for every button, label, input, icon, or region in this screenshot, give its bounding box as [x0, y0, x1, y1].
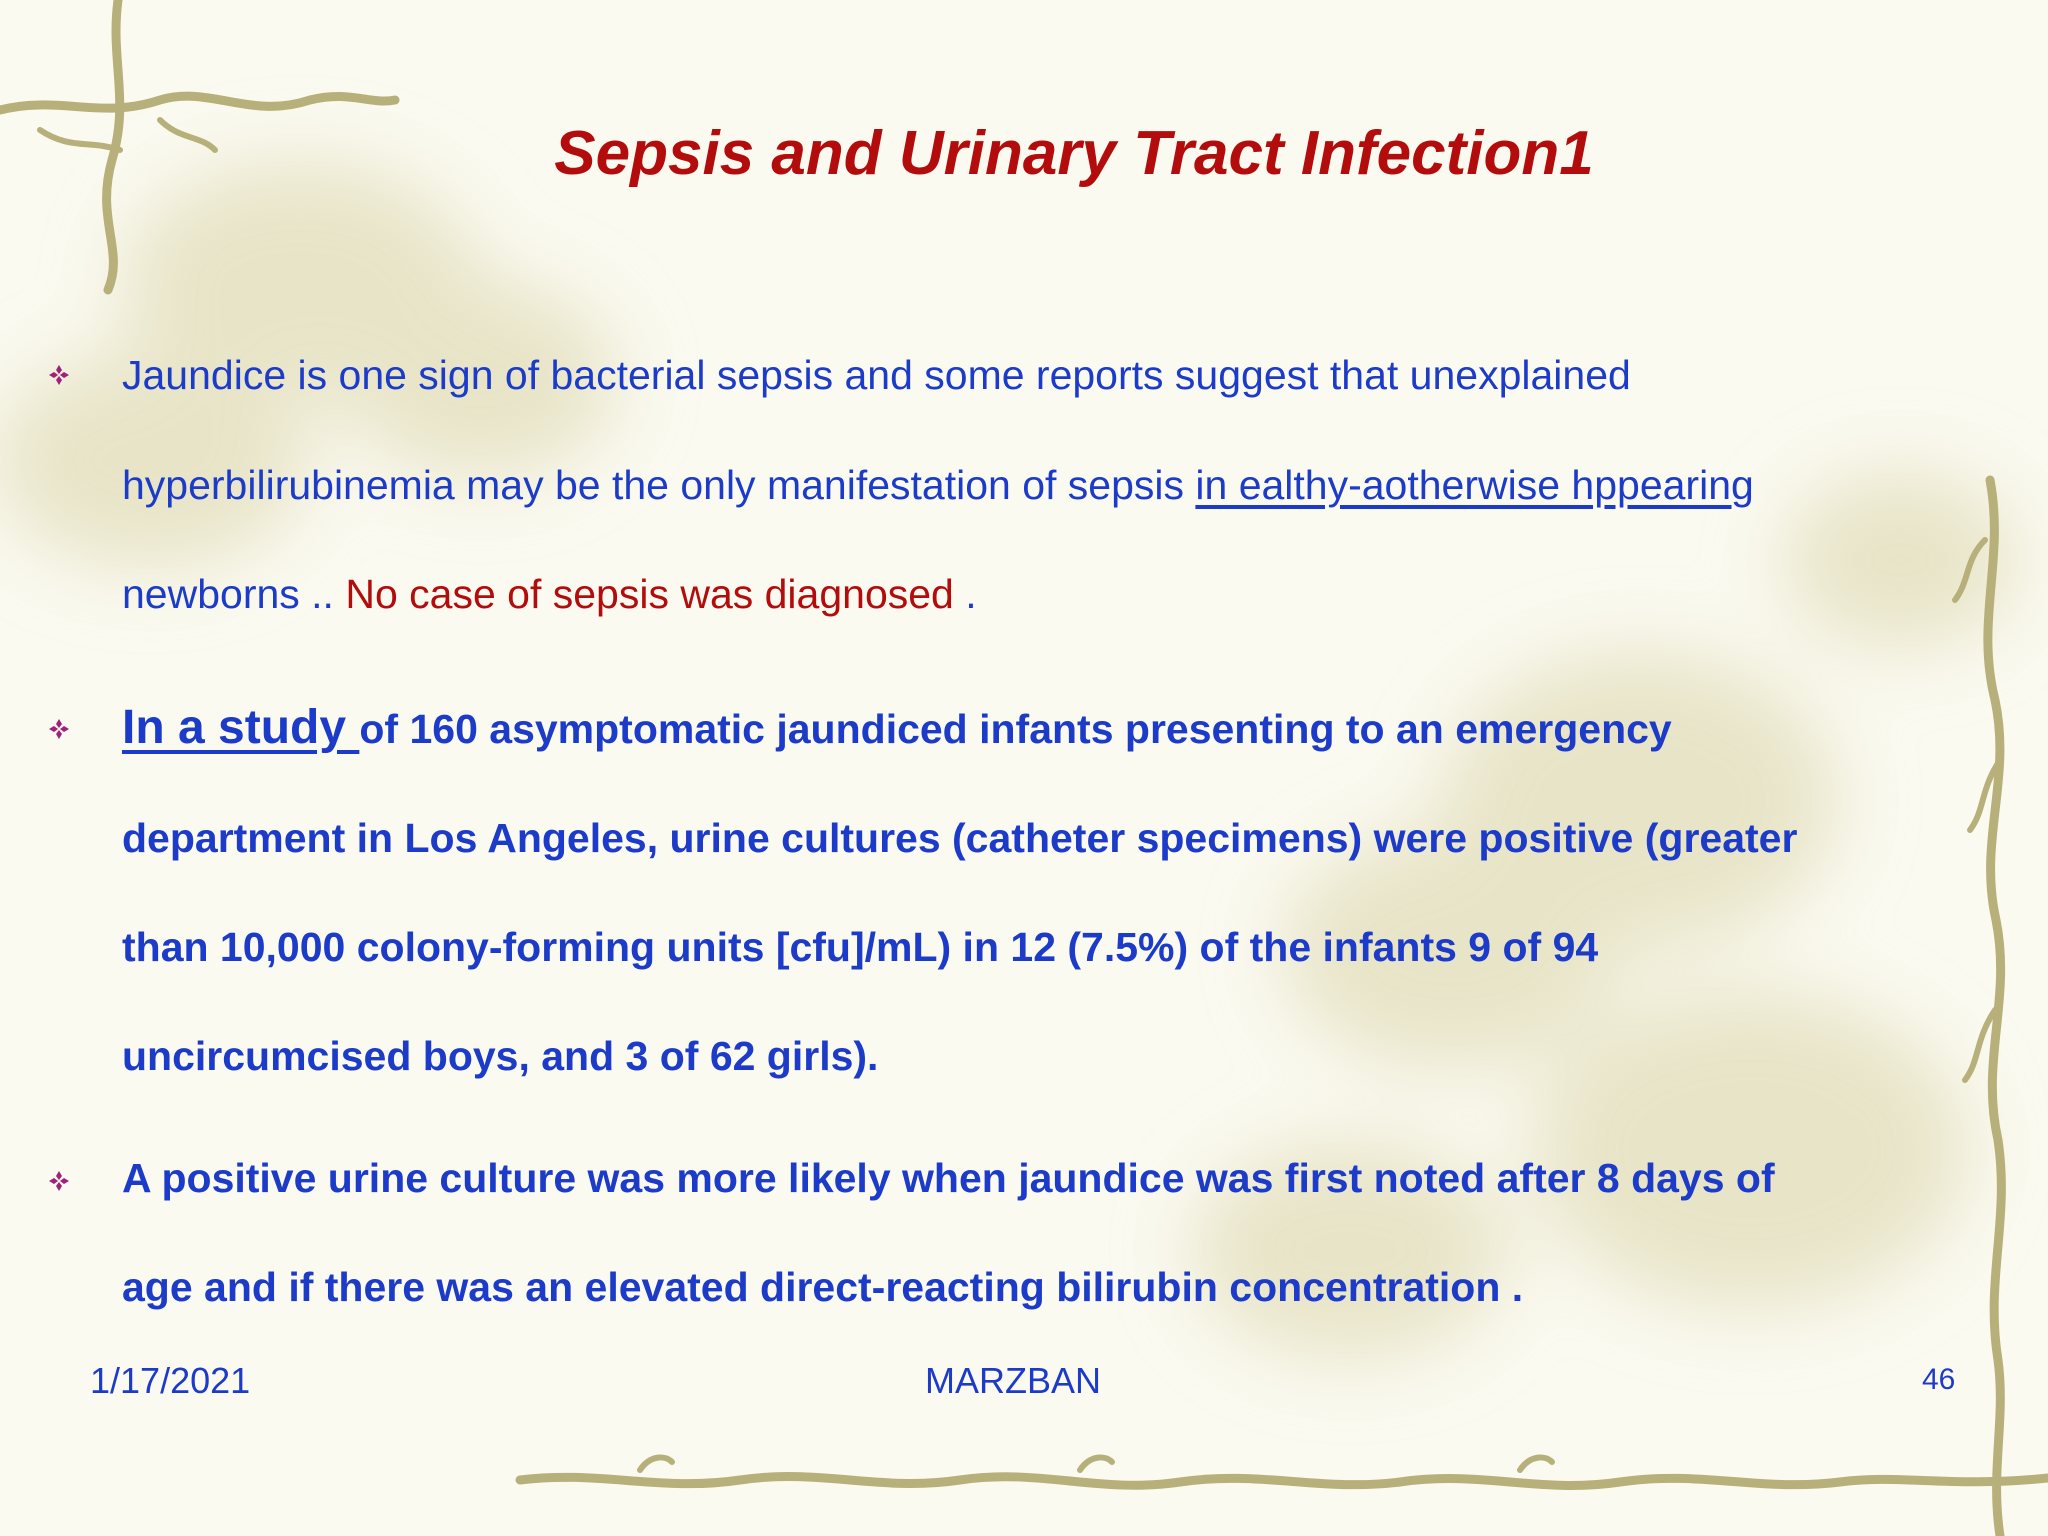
bullet-3-line-1: A positive urine culture was more likely when jaundice was first noted after 8 days of — [122, 1155, 1775, 1201]
underlined-phrase: in ealthy-aotherwise hppearing — [1195, 462, 1754, 508]
bullet-3-line-2: age and if there was an elevated direct-reacting bilirubin concentration . — [122, 1264, 1524, 1310]
four-petal-diamond-icon — [48, 364, 70, 386]
slide-title: Sepsis and Urinary Tract Infection1 — [554, 119, 1594, 188]
bullet-1-line-3 — [122, 571, 977, 618]
sepsis-not-diagnosed-note: No case of sepsis was diagnosed — [345, 571, 954, 617]
four-petal-diamond-icon — [48, 718, 70, 740]
study-link[interactable]: In a study — [122, 701, 360, 754]
bullet-1-line-2 — [122, 462, 1754, 509]
bullet-1-line-1: Jaundice is one sign of bacterial sepsis and some reports suggest that unexplained — [122, 352, 1631, 398]
bullet-2-line-1-text: of 160 asymptomatic jaundiced infants presenting to an emergency — [359, 706, 1672, 752]
bullet-1-line-3-end: . — [953, 571, 977, 617]
bullet-1-line-2-text: hyperbilirubinemia may be the only manifestation of sepsis — [122, 462, 1196, 508]
bullet-2-line-3: than 10,000 colony-forming units [cfu]/mL) in 12 (7.5%) of the infants 9 of 94 — [122, 924, 1599, 970]
bullet-2-line-4: uncircumcised boys, and 3 of 62 girls). — [122, 1033, 879, 1079]
bullet-2-line-1 — [122, 700, 1672, 755]
footer-date: 1/17/2021 — [90, 1360, 251, 1401]
bullet-2-line-2: department in Los Angeles, urine cultures (catheter specimens) were positive (greater — [122, 815, 1798, 861]
bullet-1-line-3-text: newborns .. — [122, 571, 346, 617]
footer-author: MARZBAN — [925, 1360, 1102, 1401]
page-number: 46 — [1922, 1363, 1956, 1396]
four-petal-diamond-icon — [48, 1170, 70, 1192]
